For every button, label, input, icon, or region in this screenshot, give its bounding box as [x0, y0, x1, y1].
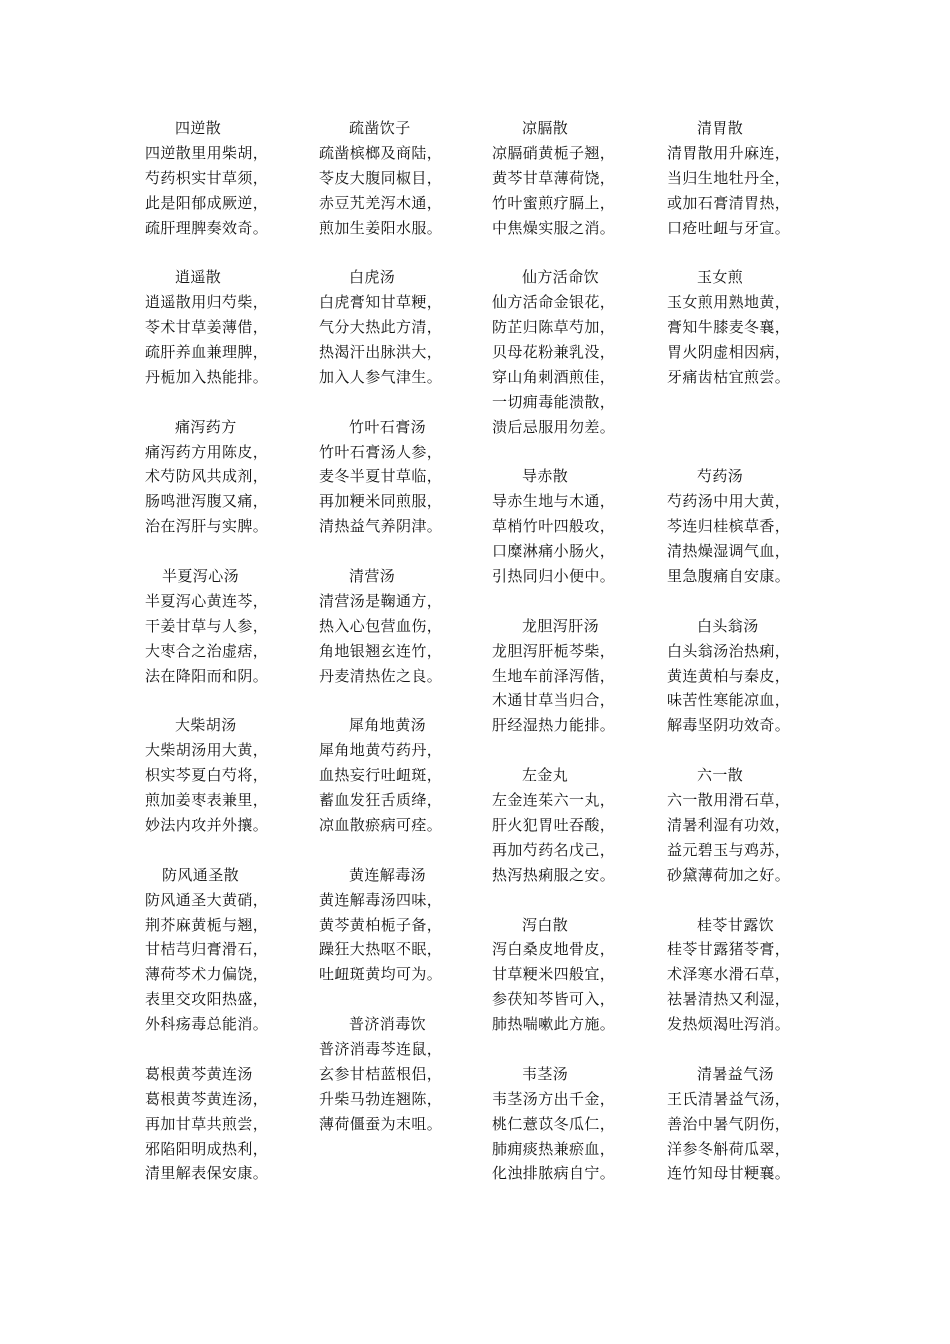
verse-line: 贝母花粉兼乳没， — [492, 343, 616, 362]
formula-title: 犀角地黄汤 — [349, 716, 427, 735]
verse-line: 逍遥散用归芍柴， — [145, 293, 269, 312]
formula-section — [492, 116, 652, 240]
verse-line: 生地车前泽泻偕， — [492, 666, 616, 685]
section-spacer — [492, 589, 652, 614]
formula-title: 导赤散 — [522, 467, 569, 486]
section-spacer — [319, 240, 479, 265]
verse-line: 薄荷芩术力偏饶， — [145, 965, 269, 984]
verse-line: 祛暑清热又利湿， — [667, 990, 791, 1009]
formula-section — [319, 116, 479, 240]
formula-section — [145, 564, 305, 688]
verse-line: 穿山角刺酒煎佳， — [492, 367, 616, 386]
verse-line: 清胃散用升麻连， — [667, 143, 791, 162]
verse-line: 枳实芩夏白芍将， — [145, 766, 269, 785]
section-spacer — [145, 838, 305, 863]
section-spacer — [319, 987, 479, 1012]
formula-title: 清暑益气汤 — [697, 1064, 775, 1083]
section-spacer — [667, 415, 827, 440]
verse-line: 溃后忌服用勿差。 — [492, 417, 616, 436]
verse-line: 善治中暑气阴伤， — [667, 1114, 791, 1133]
formula-title: 黄连解毒汤 — [349, 865, 427, 884]
verse-line: 中焦燥实服之消。 — [492, 218, 616, 237]
verse-line: 气分大热此方清， — [319, 318, 443, 337]
verse-line: 薄荷僵蚕为末咀。 — [319, 1114, 443, 1133]
verse-line: 术芍防风共成剂， — [145, 467, 269, 486]
verse-line: 清营汤是鞠通方， — [319, 591, 443, 610]
verse-line: 再加粳米同煎服， — [319, 492, 443, 511]
verse-line: 王氏清暑益气汤， — [667, 1089, 791, 1108]
formula-title: 龙胆泻肝汤 — [522, 616, 600, 635]
verse-line: 凉血散瘀病可痊。 — [319, 815, 443, 834]
formula-section — [319, 863, 479, 987]
verse-line: 白头翁汤治热痢， — [667, 641, 791, 660]
formula-title: 葛根黄芩黄连汤 — [145, 1064, 253, 1083]
verse-line: 白虎膏知甘草粳， — [319, 293, 443, 312]
verse-line: 血热妄行吐衄斑， — [319, 766, 443, 785]
verse-line: 痛泻药方用陈皮， — [145, 442, 269, 461]
verse-line: 竹叶石膏汤人参， — [319, 442, 443, 461]
verse-line: 桃仁薏苡冬瓜仁， — [492, 1114, 616, 1133]
verse-line: 或加石膏清胃热， — [667, 193, 791, 212]
verse-line: 口疮吐衄与牙宣。 — [667, 218, 791, 237]
formula-title: 四逆散 — [175, 119, 222, 137]
formula-title: 痛泻药方 — [175, 417, 237, 436]
column-4 — [667, 116, 827, 1186]
verse-line: 参茯知芩皆可入， — [492, 990, 616, 1009]
formula-title: 芍药汤 — [697, 467, 744, 486]
verse-line: 木通甘草当归合， — [492, 691, 616, 710]
verse-line: 邪陷阳明成热利， — [145, 1139, 269, 1158]
section-spacer — [145, 1037, 305, 1062]
formula-title: 韦茎汤 — [522, 1064, 569, 1083]
verse-line: 发热烦渴吐泻消。 — [667, 1015, 791, 1034]
verse-line: 治在泻肝与实脾。 — [145, 517, 269, 536]
formula-section — [492, 464, 652, 588]
section-spacer — [319, 539, 479, 564]
verse-line: 肝火犯胃吐吞酸， — [492, 815, 616, 834]
verse-line: 左金连茱六一丸， — [492, 791, 616, 810]
verse-line: 赤豆艽羌泻木通， — [319, 193, 443, 212]
verse-line: 角地银翘玄连竹， — [319, 641, 443, 660]
verse-line: 甘桔芎归膏滑石， — [145, 940, 269, 959]
formula-section — [667, 464, 827, 588]
column-1 — [145, 116, 305, 1186]
section-spacer — [492, 440, 652, 465]
verse-line: 当归生地牡丹全， — [667, 168, 791, 187]
formula-section — [667, 614, 827, 738]
formula-title: 泻白散 — [522, 915, 569, 934]
section-spacer — [319, 838, 479, 863]
verse-line: 四逆散里用柴胡， — [145, 143, 269, 162]
formula-title: 左金丸 — [522, 766, 569, 785]
verse-line: 膏知牛膝麦冬襄， — [667, 318, 791, 337]
formula-section — [667, 1062, 827, 1186]
section-spacer — [667, 1037, 827, 1062]
verse-line: 麦冬半夏甘草临， — [319, 467, 443, 486]
formula-title: 六一散 — [697, 766, 744, 785]
verse-line: 黄连黄柏与秦皮， — [667, 666, 791, 685]
verse-line: 黄芩黄柏栀子备， — [319, 915, 443, 934]
verse-line: 六一散用滑石草， — [667, 791, 791, 810]
verse-line: 普济消毒芩连鼠， — [319, 1039, 443, 1058]
verse-line: 再加甘草共煎尝， — [145, 1114, 269, 1133]
formula-title: 桂苓甘露饮 — [697, 915, 775, 934]
verse-line: 肺痈痰热兼瘀血， — [492, 1139, 616, 1158]
formula-section — [492, 913, 652, 1037]
verse-line: 里急腹痛自安康。 — [667, 567, 791, 586]
verse-line: 丹栀加入热能排。 — [145, 367, 269, 386]
formula-section — [667, 763, 827, 887]
formula-section — [319, 415, 479, 539]
verse-line: 葛根黄芩黄连汤， — [145, 1089, 269, 1108]
verse-line: 玉女煎用熟地黄， — [667, 293, 791, 312]
verse-line: 疏肝养血兼理脾， — [145, 343, 269, 362]
verse-line: 干姜甘草与人参， — [145, 616, 269, 635]
verse-line: 犀角地黄芍药丹， — [319, 741, 443, 760]
verse-line: 热泻热痢服之安。 — [492, 865, 616, 884]
formula-title: 白头翁汤 — [697, 616, 759, 635]
section-spacer — [145, 539, 305, 564]
verse-line: 再加芍药名戊己， — [492, 840, 616, 859]
verse-line: 味苦性寒能凉血， — [667, 691, 791, 710]
formula-title: 逍遥散 — [175, 268, 222, 287]
verse-line: 引热同归小便中。 — [492, 567, 616, 586]
verse-line: 热渴汗出脉洪大， — [319, 343, 443, 362]
formula-section — [145, 1062, 305, 1186]
formula-section — [492, 763, 652, 887]
formula-section — [492, 1062, 652, 1186]
verse-line: 术泽寒水滑石草， — [667, 965, 791, 984]
verse-line: 清热益气养阴津。 — [319, 517, 443, 536]
verse-line: 肝经湿热力能排。 — [492, 716, 616, 735]
verse-line: 黄芩甘草薄荷饶， — [492, 168, 616, 187]
section-spacer — [319, 390, 479, 415]
formula-section — [319, 564, 479, 688]
verse-line: 芍药枳实甘草须， — [145, 168, 269, 187]
section-spacer — [492, 1037, 652, 1062]
formula-section — [319, 265, 479, 389]
verse-line: 妙法内攻并外攘。 — [145, 815, 269, 834]
verse-line: 芍药汤中用大黄， — [667, 492, 791, 511]
section-spacer — [667, 240, 827, 265]
verse-line: 大枣合之治虚痞， — [145, 641, 269, 660]
verse-line: 竹叶蜜煎疗膈上， — [492, 193, 616, 212]
verse-line: 黄连解毒汤四味， — [319, 890, 443, 909]
verse-line: 肠鸣泄泻腹又痛， — [145, 492, 269, 511]
verse-line: 洋参冬斛荷瓜翠， — [667, 1139, 791, 1158]
verse-line: 胃火阴虚相因病， — [667, 343, 791, 362]
verse-line: 口糜淋痛小肠火， — [492, 542, 616, 561]
formula-section — [319, 713, 479, 837]
verse-line: 丹麦清热佐之良。 — [319, 666, 443, 685]
formula-title: 清胃散 — [697, 119, 744, 137]
formula-section — [145, 863, 305, 1037]
formula-title: 疏凿饮子 — [349, 119, 411, 137]
section-spacer — [667, 440, 827, 465]
section-spacer — [145, 240, 305, 265]
verse-line: 加入人参气津生。 — [319, 367, 443, 386]
formula-section — [145, 265, 305, 389]
verse-line: 躁狂大热呕不眠， — [319, 940, 443, 959]
verse-line: 外科疡毒总能消。 — [145, 1015, 269, 1034]
formula-title: 仙方活命饮 — [522, 268, 600, 287]
section-spacer — [492, 240, 652, 265]
verse-line: 草梢竹叶四般攻， — [492, 517, 616, 536]
verse-line: 桂苓甘露猪苓膏， — [667, 940, 791, 959]
verse-line: 法在降阳而和阴。 — [145, 666, 269, 685]
verse-line: 疏肝理脾奏效奇。 — [145, 218, 269, 237]
formula-section — [145, 415, 305, 539]
verse-line: 一切痈毒能溃散， — [492, 392, 616, 411]
verse-line: 解毒坚阴功效奇。 — [667, 716, 791, 735]
verse-line: 苓术甘草姜薄借， — [145, 318, 269, 337]
formula-section — [667, 265, 827, 389]
formula-section — [492, 265, 652, 439]
verse-line: 防风通圣大黄硝， — [145, 890, 269, 909]
verse-line: 凉膈硝黄栀子翘， — [492, 143, 616, 162]
verse-line: 半夏泻心黄连芩， — [145, 591, 269, 610]
verse-line: 蓄血发狂舌质绛， — [319, 791, 443, 810]
section-spacer — [667, 390, 827, 415]
section-spacer — [667, 738, 827, 763]
formula-title: 竹叶石膏汤 — [349, 417, 427, 436]
verse-line: 砂黛薄荷加之好。 — [667, 865, 791, 884]
verse-line: 牙痛齿枯宜煎尝。 — [667, 367, 791, 386]
formula-title: 玉女煎 — [697, 268, 744, 287]
formula-title: 清营汤 — [349, 567, 396, 586]
section-spacer — [145, 390, 305, 415]
verse-line: 热入心包营血伤， — [319, 616, 443, 635]
section-spacer — [492, 738, 652, 763]
verse-line: 玄参甘桔蓝根侣， — [319, 1064, 443, 1083]
formula-section — [145, 713, 305, 837]
verse-line: 苓皮大腹同椒目， — [319, 168, 443, 187]
verse-line: 泻白桑皮地骨皮， — [492, 940, 616, 959]
section-spacer — [145, 688, 305, 713]
formula-section — [319, 1012, 479, 1136]
verse-line: 荆芥麻黄栀与翘， — [145, 915, 269, 934]
column-3 — [492, 116, 652, 1186]
verse-line: 防芷归陈草芍加， — [492, 318, 616, 337]
verse-line: 表里交攻阳热盛， — [145, 990, 269, 1009]
section-spacer — [319, 688, 479, 713]
verse-line: 连竹知母甘粳襄。 — [667, 1164, 791, 1183]
formula-section — [492, 614, 652, 738]
formula-title: 普济消毒饮 — [349, 1015, 427, 1034]
section-spacer — [667, 589, 827, 614]
verse-line: 仙方活命金银花， — [492, 293, 616, 312]
verse-line: 芩连归桂槟草香， — [667, 517, 791, 536]
formula-title: 凉膈散 — [522, 119, 569, 137]
verse-line: 煎加生姜阳水服。 — [319, 218, 443, 237]
verse-line: 清暑利湿有功效， — [667, 815, 791, 834]
formula-title: 大柴胡汤 — [175, 716, 237, 735]
verse-line: 龙胆泻肝栀芩柴， — [492, 641, 616, 660]
verse-line: 此是阳郁成厥逆， — [145, 193, 269, 212]
column-2 — [319, 116, 479, 1137]
verse-line: 升柴马勃连翘陈， — [319, 1089, 443, 1108]
verse-line: 益元碧玉与鸡苏， — [667, 840, 791, 859]
formula-title: 半夏泻心汤 — [162, 567, 240, 586]
section-spacer — [492, 888, 652, 913]
verse-line: 清热燥湿调气血， — [667, 542, 791, 561]
formula-section — [667, 913, 827, 1037]
verse-line: 导赤生地与木通， — [492, 492, 616, 511]
verse-line: 肺热喘嗽此方施。 — [492, 1015, 616, 1034]
section-spacer — [667, 888, 827, 913]
formula-title: 白虎汤 — [349, 268, 396, 287]
verse-line: 甘草粳米四般宜， — [492, 965, 616, 984]
verse-line: 大柴胡汤用大黄， — [145, 741, 269, 760]
verse-line: 煎加姜枣表兼里， — [145, 791, 269, 810]
formula-title: 防风通圣散 — [162, 865, 240, 884]
verse-line: 清里解表保安康。 — [145, 1164, 269, 1183]
verse-line: 吐衄斑黄均可为。 — [319, 965, 443, 984]
formula-section — [145, 116, 305, 240]
verse-line: 韦茎汤方出千金， — [492, 1089, 616, 1108]
verse-line: 化浊排脓病自宁。 — [492, 1164, 616, 1183]
formula-section — [667, 116, 827, 240]
verse-line: 疏凿槟榔及商陆， — [319, 143, 443, 162]
